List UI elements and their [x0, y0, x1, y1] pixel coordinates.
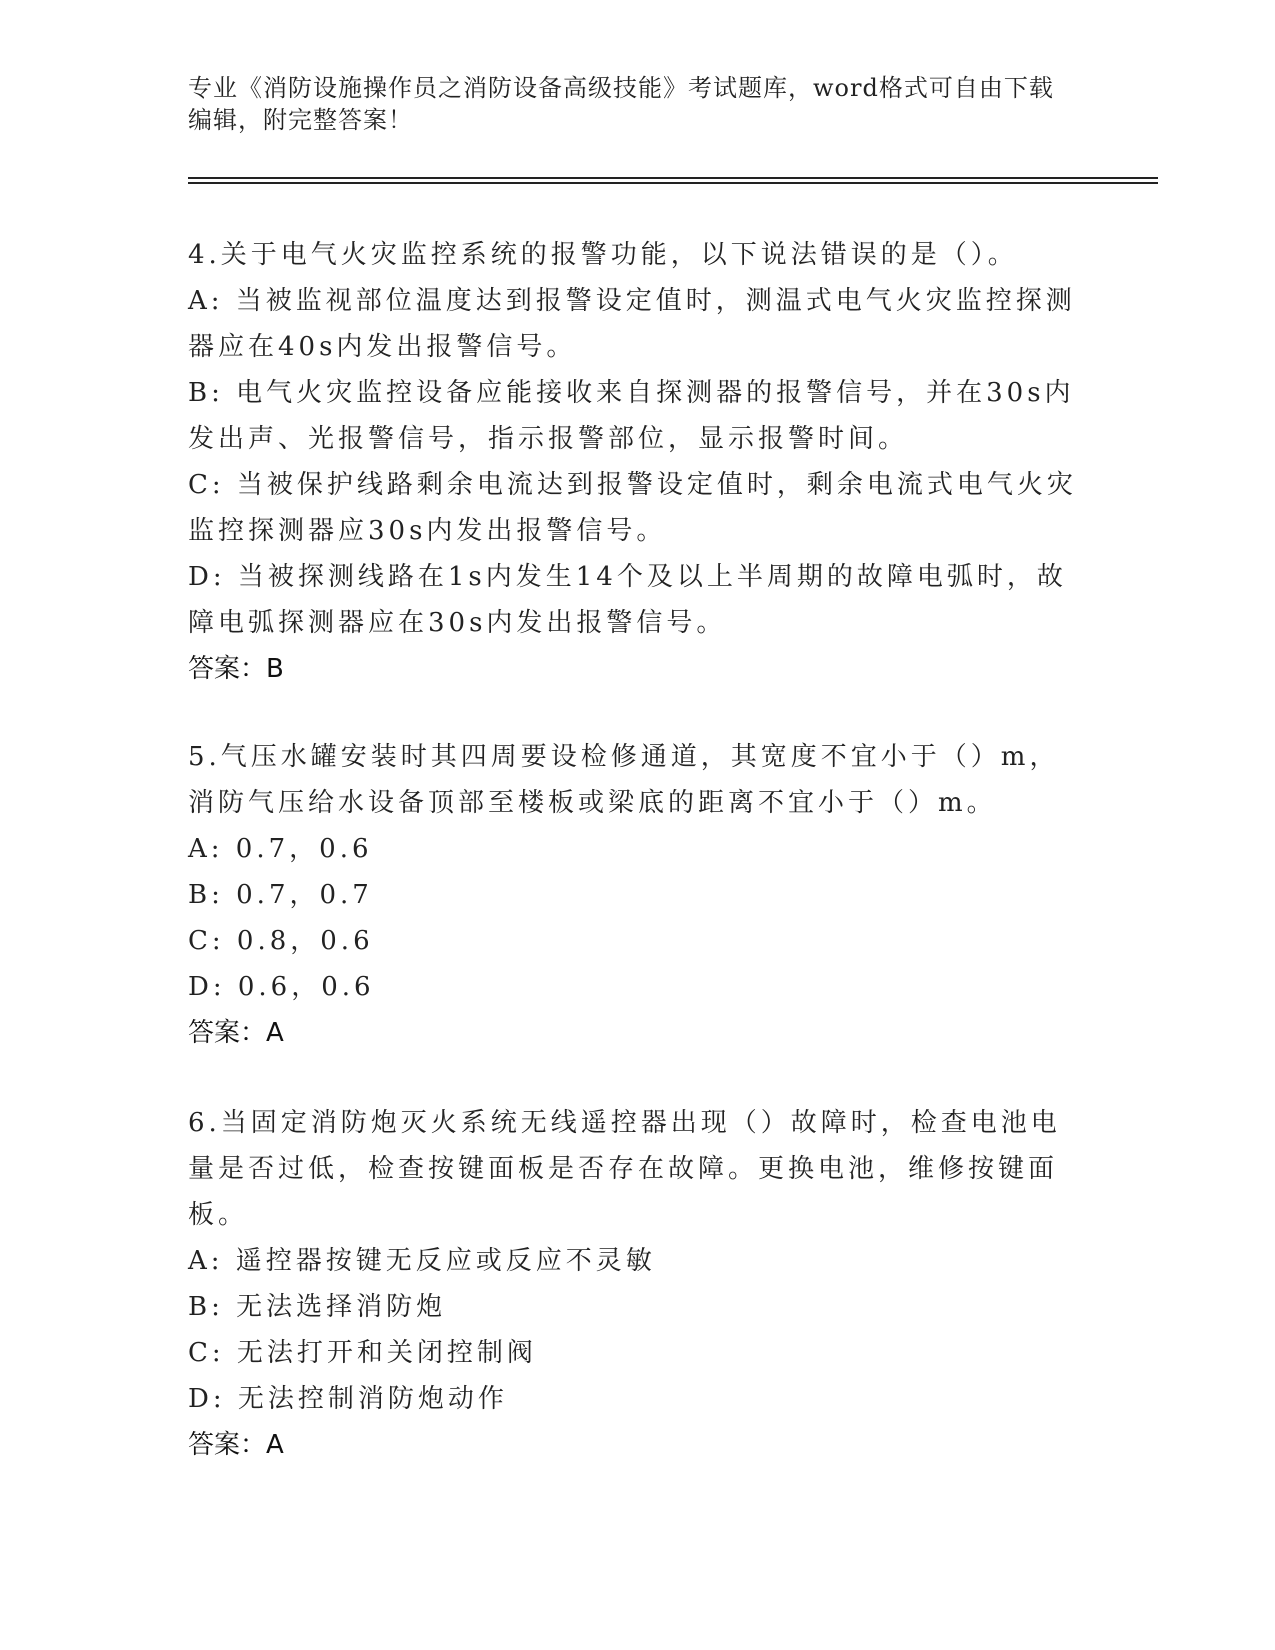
option-d: D: 无法控制消防炮动作: [188, 1384, 508, 1414]
question-4: [188, 232, 1078, 692]
header-rule-top: [188, 177, 1158, 179]
question-6: [188, 1100, 1078, 1468]
document-header: 专业《消防设施操作员之消防设备高级技能》考试题库，word格式可自由下载编辑，附完整答案！: [188, 74, 1054, 134]
question-stem: 5.气压水罐安装时其四周要设检修通道，其宽度不宜小于（）m，消防气压给水设备顶部至楼板或梁底的距离不宜小于（）m。: [188, 742, 1060, 818]
answer-label: 答案：A: [188, 1430, 284, 1460]
option-d: D: 当被探测线路在1s内发生14个及以上半周期的故障电弧时，故障电弧探测器应在30s内发出报警信号。: [188, 562, 1067, 638]
header-rule-bottom: [188, 182, 1158, 184]
option-d: D: 0.6，0.6: [188, 972, 375, 1002]
question-stem: 4.关于电气火灾监控系统的报警功能，以下说法错误的是（）。: [188, 240, 1018, 270]
option-b: B: 无法选择消防炮: [188, 1292, 447, 1322]
answer-label: 答案：B: [188, 654, 284, 684]
option-a: A: 0.7，0.6: [188, 834, 373, 864]
option-c: C: 无法打开和关闭控制阀: [188, 1338, 537, 1368]
answer-label: 答案：A: [188, 1018, 284, 1048]
question-stem: 6.当固定消防炮灭火系统无线遥控器出现（）故障时，检查电池电量是否过低，检查按键面板是否存在故障。更换电池，维修按键面板。: [188, 1108, 1061, 1230]
option-c: C: 0.8，0.6: [188, 926, 374, 956]
option-b: B: 电气火灾监控设备应能接收来自探测器的报警信号，并在30s内发出声、光报警信号，指示报警部位，显示报警时间。: [188, 378, 1075, 454]
option-a: A: 遥控器按键无反应或反应不灵敏: [188, 1246, 656, 1276]
option-b: B: 0.7，0.7: [188, 880, 373, 910]
option-c: C: 当被保护线路剩余电流达到报警设定值时，剩余电流式电气火灾监控探测器应30s内发出报警信号。: [188, 470, 1077, 546]
option-a: A: 当被监视部位温度达到报警设定值时，测温式电气火灾监控探测器应在40s内发出报警信号。: [188, 286, 1076, 362]
question-5: [188, 734, 1078, 1056]
